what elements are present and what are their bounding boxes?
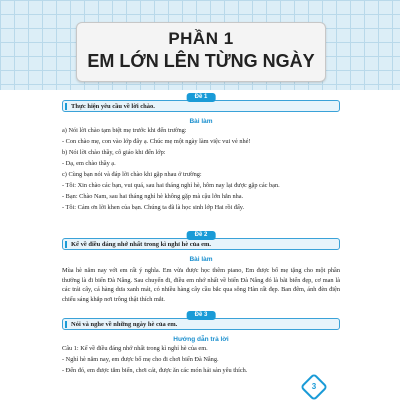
- part-label: PHẦN 1: [168, 29, 234, 48]
- section-1-heading: Bài làm: [189, 118, 213, 125]
- section-3-tab: Đề 3: [187, 311, 216, 320]
- section-2: [62, 232, 340, 304]
- page-number: 3: [311, 382, 317, 391]
- section-1-line: - Bạn: Chào Nam, sau hai tháng nghỉ hè không gặp mà cậu lớn hẳn nha.: [62, 193, 244, 200]
- section-1-prompt-text: Thực hiện yêu cầu về lời chào.: [71, 103, 155, 110]
- section-1-line: - Dạ, em chào thầy ạ.: [62, 160, 116, 167]
- section-1-line: - Tôi: Xin chào các bạn, vui quá, sau hai tháng nghỉ hè, hôm nay lại được gặp các bạn.: [62, 182, 280, 189]
- section-3-heading: Hướng dẫn trả lời: [173, 336, 229, 343]
- section-1-line: a) Nói lời chào tạm biệt mẹ trước khi đến trường:: [62, 127, 187, 134]
- header-banner: [0, 0, 400, 90]
- page-number-badge: [300, 373, 328, 401]
- page-title: EM LỚN LÊN TỪNG NGÀY: [87, 51, 315, 71]
- section-3-line: - Đến đó, em được tắm biển, chơi cát, được ăn các món hải sản yêu thích.: [62, 367, 248, 374]
- section-3-line: - Nghỉ hè năm nay, em được bố mẹ cho đi chơi biển Đà Nẵng.: [62, 356, 219, 363]
- section-3-line: Câu 1: Kể về điều đáng nhớ nhất trong kì nghỉ hè của em.: [62, 345, 208, 352]
- section-1-line: b) Nói lời chào thầy, cô giáo khi đến lớp:: [62, 149, 166, 156]
- section-2-prompt-text: Kể về điều đáng nhớ nhất trong kì nghỉ hè của em.: [71, 241, 212, 248]
- section-2-tab: Đề 2: [187, 231, 216, 240]
- section-1-line: c) Cùng bạn nói và đáp lời chào khi gặp nhau ở trường:: [62, 171, 202, 178]
- section-1-line: - Tôi: Cảm ơn lời khen của bạn. Chúng ta đã là học sinh lớp Hai rồi đấy.: [62, 204, 245, 211]
- section-3-prompt-text: Nói và nghe về những ngày hè của em.: [71, 321, 178, 328]
- section-3: [62, 312, 340, 376]
- title-box: [76, 22, 326, 82]
- section-2-heading: Bài làm: [189, 256, 213, 263]
- section-1-line: - Con chào mẹ, con vào lớp đây ạ. Chúc mẹ một ngày làm việc vui vẻ nhé!: [62, 138, 251, 145]
- section-2-paragraph: Mùa hè năm nay với em rất ý nghĩa. Em vừa được học thêm piano, Em được bố mẹ tặng cho một phần thưởng là đi biển Đà Nẵng. Sau chuyến đi, điều em nhớ nhất về biển Đà Nẵng đó là bãi biển đẹp, cơ man là các trái cây, cá hàng dưa xanh mát, có nhiều hàng cây cầu bắc qua sông Hàn rất đẹp. Ban đêm, ánh đèn điện chiếu sáng khắp nơi trông thật thích mắt.: [62, 267, 340, 303]
- section-1-tab: Đề 1: [187, 93, 216, 102]
- section-1: [62, 94, 340, 213]
